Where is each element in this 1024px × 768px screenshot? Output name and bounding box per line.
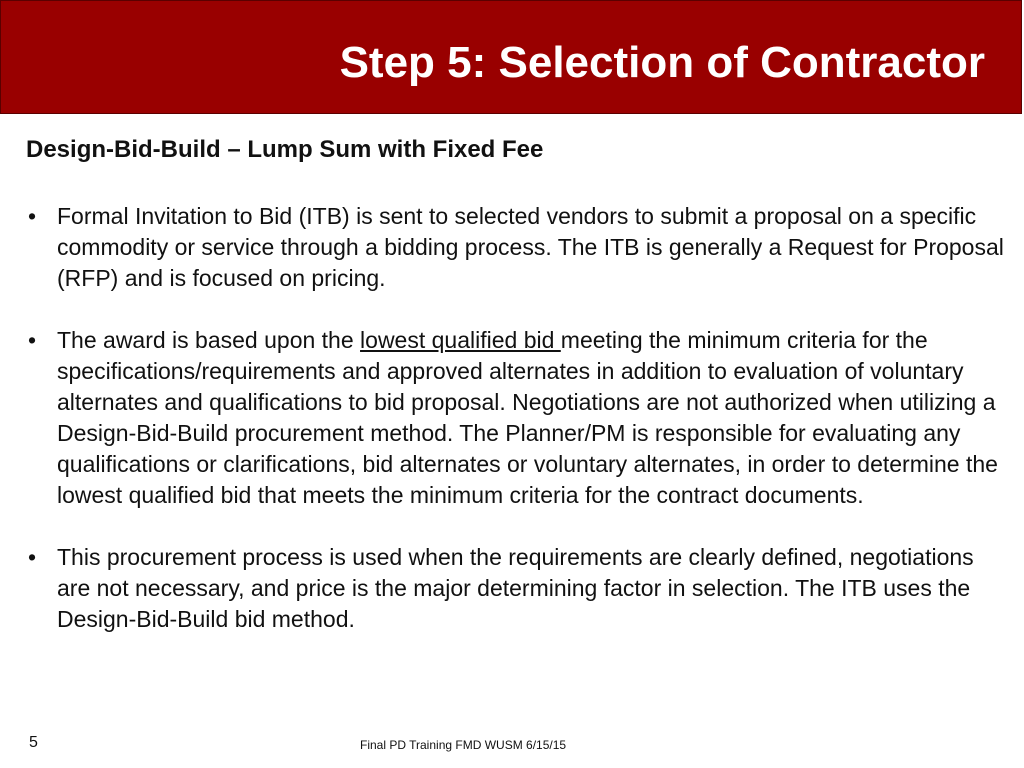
bullet-text-end: meeting the minimum criteria for the specifications/requirements and approved alternates in addition to evaluation of voluntary alternates and qualifications to bid proposal. Negotiations are not authorized when utilizing a Design-Bid-Build procurement method. The Planner/PM is responsible for evaluating any qualifications or clarifications, bid alternates or voluntary alternates, in order to determine the lowest qualified bid that meets the minimum criteria for the contract documents. [57,327,998,508]
title-bar [0,0,1022,114]
bullet-text-start: The award is based upon the [57,327,361,353]
page-number: 5 [29,734,38,751]
bullet-text: Formal Invitation to Bid (ITB) is sent to selected vendors to submit a proposal on a specific commodity or service through a bidding process. The ITB is generally a Request for Proposal (RFP) and is focused on pricing. [57,203,1004,291]
bullet-item [26,201,1006,294]
bullet-dot-icon: • [28,327,37,353]
bullet-list [26,201,1006,666]
bullet-dot-icon: • [28,203,37,229]
bullet-item [26,325,1006,511]
bullet-dot-icon: • [28,544,37,570]
slide-title: Step 5: Selection of Contractor [339,38,985,87]
underlined-phrase: lowest qualified bid [360,327,561,353]
footer-text: Final PD Training FMD WUSM 6/15/15 [360,738,567,752]
bullet-text: This procurement process is used when the requirements are clearly defined, negotiations are not necessary, and price is the major determining factor in selection. The ITB uses the Design-Bid-Build bid method. [57,544,974,632]
bullet-item [26,542,1006,635]
slide-subtitle: Design-Bid-Build – Lump Sum with Fixed Fee [26,136,544,163]
